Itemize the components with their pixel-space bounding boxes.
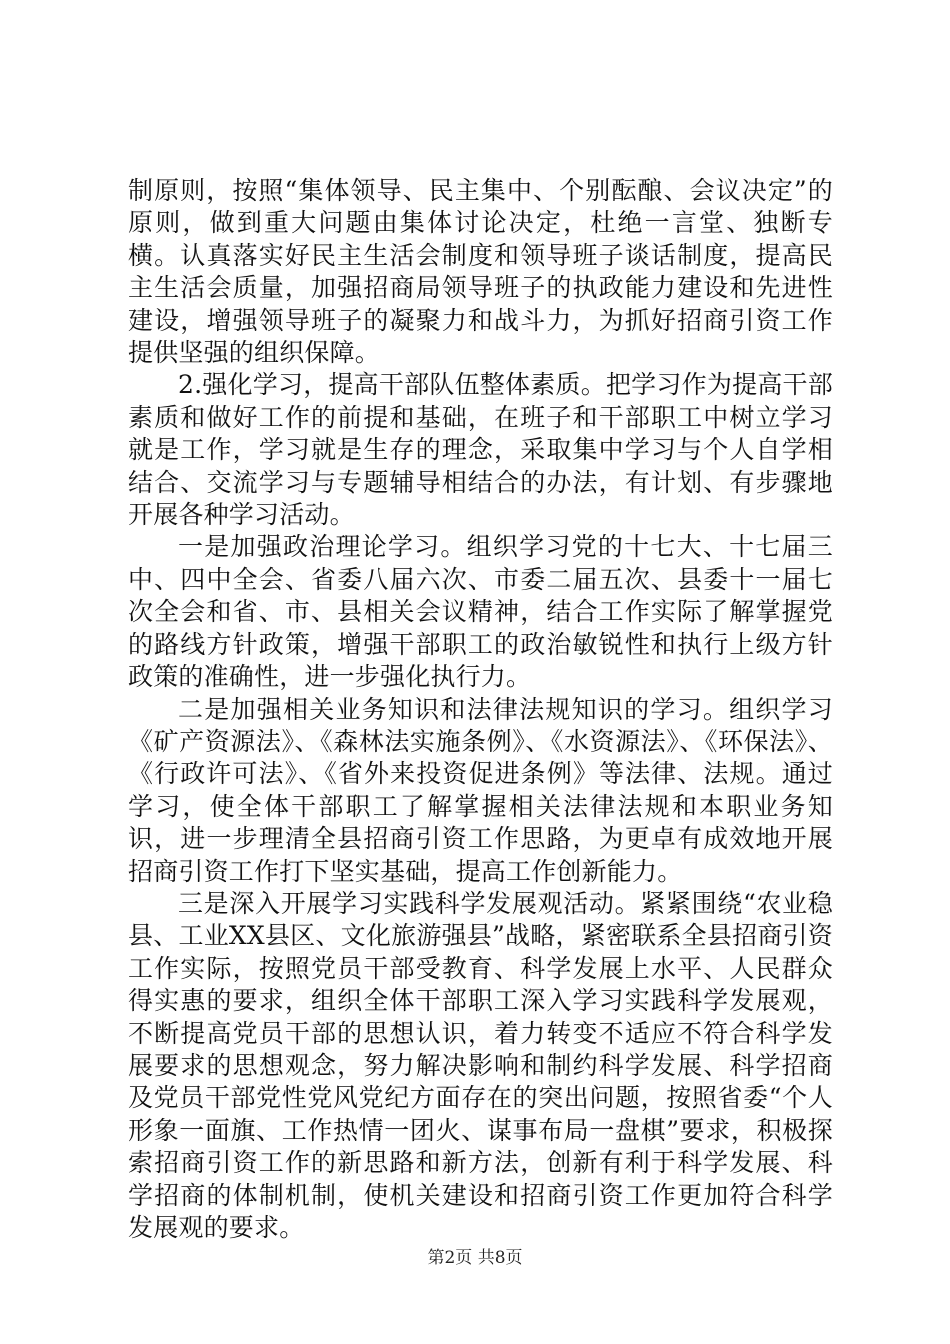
page-total: 共8页 bbox=[477, 1248, 523, 1268]
paragraph-strengthen-study: 2.强化学习，提高干部队伍整体素质。把学习作为提高干部素质和做好工作的前提和基础，在班子和干部职工中树立学习就是工作，学习就是生存的理念，采取集中学习与个人自学相结合、交流学习与专题辅导相结合的办法，有计划、有步骤地开展各种学习活动。 bbox=[128, 370, 833, 530]
paragraph-continued: 制原则，按照“集体领导、民主集中、个别酝酿、会议决定”的原则，做到重大问题由集体讨论决定，杜绝一言堂、独断专横。认真落实好民主生活会制度和领导班子谈话制度，提高民主生活会质量，加强招商局领导班子的执政能力建设和先进性建设，增强领导班子的凝聚力和战斗力，为抓好招商引资工作提供坚强的组织保障。 bbox=[128, 176, 833, 368]
document-body bbox=[128, 175, 833, 1244]
page-number: 第2页 bbox=[427, 1248, 473, 1268]
paragraph-laws-regulations: 二是加强相关业务知识和法律法规知识的学习。组织学习《矿产资源法》、《森林法实施条例》、《水资源法》、《环保法》、《行政许可法》、《省外来投资促进条例》等法律、法规。通过学习，使全体干部职工了解掌握相关法律法规和本职业务知识，进一步理清全县招商引资工作思路，为更卓有成效地开展招商引资工作打下坚实基础，提高工作创新能力。 bbox=[128, 694, 833, 886]
page-footer bbox=[0, 1243, 950, 1268]
paragraph-scientific-development: 三是深入开展学习实践科学发展观活动。紧紧围绕“农业稳县、工业XX县区、文化旅游强县”战略，紧密联系全县招商引资工作实际，按照党员干部受教育、科学发展上水平、人民群众得实惠的要求，组织全体干部职工深入学习实践科学发展观，不断提高党员干部的思想认识，着力转变不适应不符合科学发展要求的思想观念，努力解决影响和制约科学发展、科学招商及党员干部党性党风党纪方面存在的突出问题，按照省委“个人形象一面旗、工作热情一团火、谋事布局一盘棋”要求，积极探索招商引资工作的新思路和新方法，创新有利于科学发展、科学招商的体制机制，使机关建设和招商引资工作更加符合科学发展观的要求。 bbox=[128, 888, 833, 1242]
paragraph-political-theory: 一是加强政治理论学习。组织学习党的十七大、十七届三中、四中全会、省委八届六次、市委二届五次、县委十一届七次全会和省、市、县相关会议精神，结合工作实际了解掌握党的路线方针政策，增强干部职工的政治敏锐性和执行上级方针政策的准确性，进一步强化执行力。 bbox=[128, 532, 833, 692]
